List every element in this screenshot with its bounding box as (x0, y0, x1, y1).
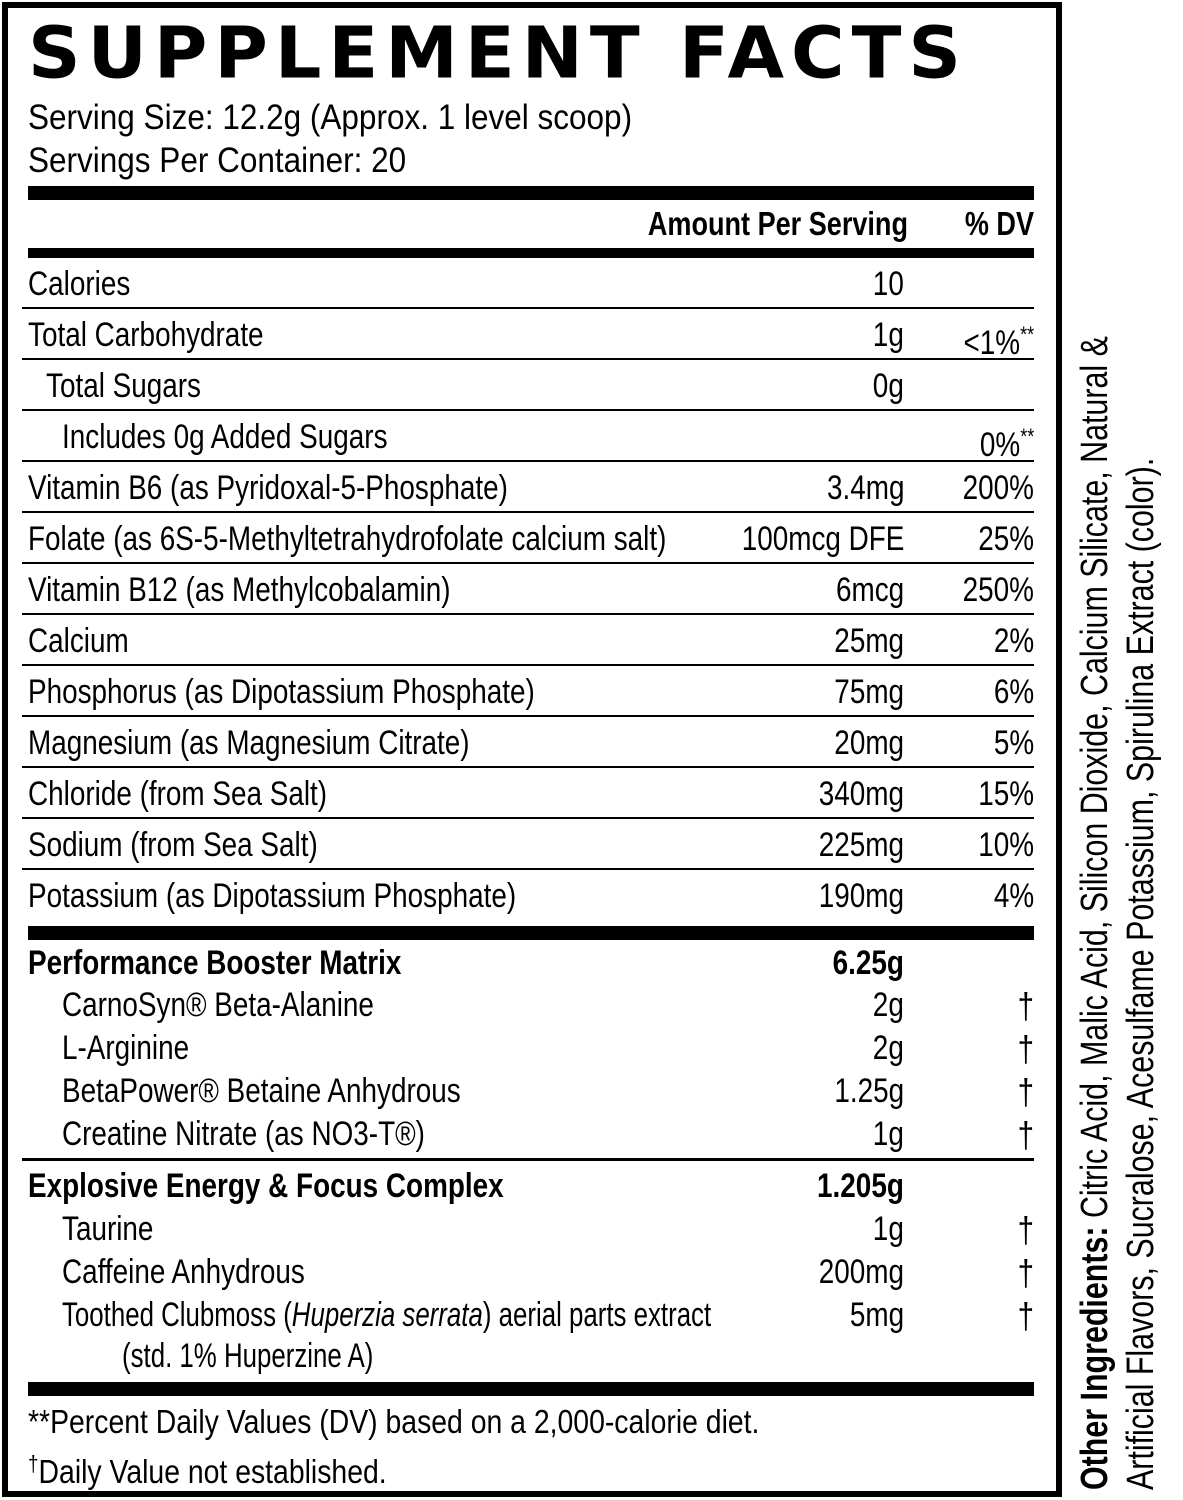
nutrient-name: Sodium (from Sea Salt) (28, 826, 318, 864)
ingredient-name: Creatine Nitrate (as NO3-T®) (62, 1115, 425, 1153)
blend-header-performance-booster (22, 942, 1034, 985)
ingredient-amount: 5mg (849, 1296, 904, 1334)
nutrient-dv: 5% (993, 724, 1034, 762)
ingredient-name-prefix: Toothed Clubmoss ( (62, 1296, 292, 1334)
nutrient-row-sodium (22, 819, 1034, 870)
thick-divider-header (28, 248, 1034, 258)
blend-item (22, 984, 1034, 1027)
dagger-icon: † (28, 1451, 39, 1476)
blend-item-continuation (22, 1335, 1034, 1378)
other-ingredients-text (1072, 98, 1164, 1490)
nutrient-amount: 10 (872, 265, 904, 303)
ingredient-amount: 2g (872, 986, 904, 1024)
other-ingredients-line-1 (1072, 98, 1118, 1490)
blend-name: Explosive Energy & Focus Complex (28, 1167, 504, 1205)
ingredient-amount: 1g (872, 1115, 904, 1153)
label-title: SUPPLEMENT FACTS (28, 12, 968, 96)
nutrient-row-added-sugars (22, 411, 1034, 462)
nutrient-amount: 340mg (818, 775, 904, 813)
nutrient-dv: 200% (962, 469, 1034, 507)
amount-per-serving-header: Amount Per Serving (647, 205, 908, 242)
ingredient-name: CarnoSyn® Beta-Alanine (62, 986, 374, 1024)
thick-divider-footnotes (28, 1382, 1034, 1396)
footnote-dagger (28, 1444, 387, 1492)
nutrient-dv: 6% (993, 673, 1034, 711)
ingredient-name: Taurine (62, 1210, 154, 1248)
nutrient-row-total-sugars (22, 360, 1034, 411)
footnote-dagger-text: Daily Value not established. (38, 1453, 387, 1490)
dagger-icon: † (1017, 1209, 1034, 1250)
nutrient-dv (963, 313, 1034, 365)
nutrient-name: Magnesium (as Magnesium Citrate) (28, 724, 470, 762)
nutrient-dv: 15% (978, 775, 1034, 813)
other-ingredients-list-part-1: Citric Acid, Malic Acid, Silicon Dioxide, Calcium Silicate, Natural & (1074, 336, 1116, 1227)
blend-amount: 1.205g (817, 1167, 904, 1205)
dagger-icon: † (1017, 1252, 1034, 1293)
ingredient-amount: 1g (872, 1210, 904, 1248)
nutrient-amount: 3.4mg (826, 469, 904, 507)
dagger-icon: † (1017, 1114, 1034, 1155)
nutrient-name: Potassium (as Dipotassium Phosphate) (28, 877, 517, 915)
nutrient-name: Vitamin B6 (as Pyridoxal-5-Phosphate) (28, 469, 508, 507)
blend-item (22, 1294, 1034, 1337)
nutrient-row-calories (22, 258, 1034, 309)
ingredient-name: L-Arginine (62, 1029, 190, 1067)
nutrient-name: Calcium (28, 622, 129, 660)
ingredient-amount: 200mg (818, 1253, 904, 1291)
ingredient-name: Caffeine Anhydrous (62, 1253, 305, 1291)
dagger-icon: † (1017, 1028, 1034, 1069)
nutrient-name: Includes 0g Added Sugars (62, 418, 388, 456)
blend-item (22, 1027, 1034, 1070)
ingredient-amount: 2g (872, 1029, 904, 1067)
nutrient-name: Phosphorus (as Dipotassium Phosphate) (28, 673, 535, 711)
blend-item (22, 1070, 1034, 1113)
nutrient-amount: 1g (872, 316, 904, 354)
other-ingredients-label: Other Ingredients: (1074, 1226, 1116, 1490)
nutrient-row-magnesium (22, 717, 1034, 768)
divider-between-blends (22, 1158, 1034, 1161)
nutrient-name: Calories (28, 265, 131, 303)
nutrient-name: Chloride (from Sea Salt) (28, 775, 328, 813)
nutrient-amount: 0g (872, 367, 904, 405)
ingredient-latin-name: Huperzia serrata (291, 1296, 483, 1334)
nutrient-row-phosphorus (22, 666, 1034, 717)
dagger-icon: † (1017, 985, 1034, 1026)
dagger-icon: † (1017, 1071, 1034, 1112)
other-ingredients (1072, 90, 1182, 1490)
ingredient-name (62, 1294, 711, 1337)
nutrient-amount: 20mg (834, 724, 904, 762)
blend-amount: 6.25g (832, 944, 904, 982)
blend-header-explosive-energy (22, 1165, 1034, 1208)
servings-per-container: Servings Per Container: 20 (28, 141, 407, 180)
nutrient-row-calcium (22, 615, 1034, 666)
nutrient-amount: 100mcg DFE (741, 520, 904, 558)
nutrient-amount: 75mg (834, 673, 904, 711)
nutrient-name: Vitamin B12 (as Methylcobalamin) (28, 571, 451, 609)
ingredient-name: BetaPower® Betaine Anhydrous (62, 1072, 461, 1110)
blend-item (22, 1208, 1034, 1251)
dv-value: <1% (963, 324, 1020, 362)
footnote-dv: **Percent Daily Values (DV) based on a 2,000-calorie diet. (28, 1403, 760, 1440)
nutrient-name: Total Carbohydrate (28, 316, 264, 354)
serving-size: Serving Size: 12.2g (Approx. 1 level scoop) (28, 98, 633, 137)
ingredient-amount: 1.25g (834, 1072, 904, 1110)
nutrient-dv: 10% (978, 826, 1034, 864)
nutrient-row-chloride (22, 768, 1034, 819)
other-ingredients-line-2: Artificial Flavors, Sucralose, Acesulfame Potassium, Spirulina Extract (color). (1120, 457, 1162, 1490)
dv-footnote-mark: ** (1019, 322, 1034, 347)
ingredient-standardization: (std. 1% Huperzine A) (122, 1337, 374, 1375)
ingredient-name-suffix: ) aerial parts extract (482, 1296, 712, 1334)
dv-footnote-mark: ** (1019, 424, 1034, 449)
dv-header: % DV (964, 205, 1034, 242)
nutrient-dv: 4% (993, 877, 1034, 915)
nutrient-amount: 25mg (834, 622, 904, 660)
nutrient-row-vitamin-b12 (22, 564, 1034, 615)
blend-item (22, 1113, 1034, 1156)
thick-divider-blends (28, 926, 1034, 940)
nutrient-dv (980, 415, 1034, 467)
blend-item (22, 1251, 1034, 1294)
nutrient-name: Folate (as 6S-5-Methyltetrahydrofolate calcium salt) (28, 520, 667, 558)
nutrient-name: Total Sugars (46, 367, 201, 405)
nutrient-amount: 225mg (818, 826, 904, 864)
nutrient-row-potassium (22, 870, 1034, 921)
nutrient-dv: 2% (993, 622, 1034, 660)
thick-divider-top (28, 186, 1034, 200)
nutrient-amount: 190mg (818, 877, 904, 915)
nutrient-dv: 250% (962, 571, 1034, 609)
nutrient-row-vitamin-b6 (22, 462, 1034, 513)
nutrient-amount: 6mcg (835, 571, 904, 609)
nutrient-row-folate (22, 513, 1034, 564)
blend-name: Performance Booster Matrix (28, 944, 402, 982)
nutrient-row-total-carbohydrate (22, 309, 1034, 360)
dv-value: 0% (979, 426, 1020, 464)
nutrient-dv: 25% (978, 520, 1034, 558)
dagger-icon: † (1017, 1295, 1034, 1336)
